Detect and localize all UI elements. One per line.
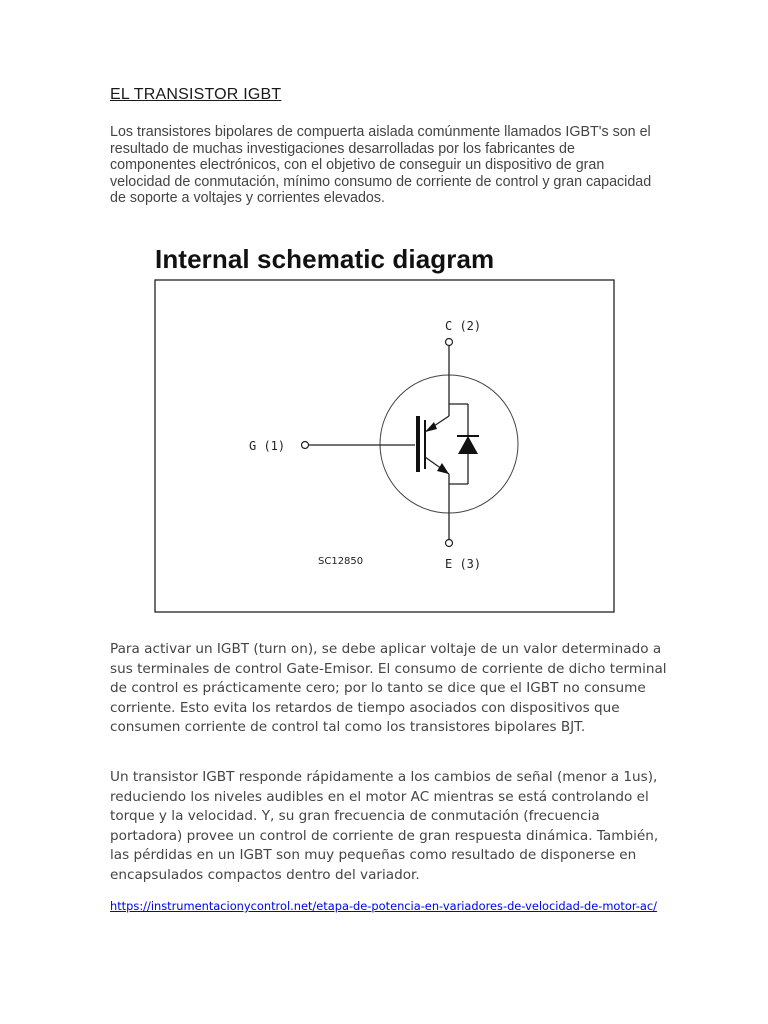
diode-symbol <box>458 436 478 454</box>
source-link[interactable]: https://instrumentacionycontrol.net/etapa-de-potencia-en-variadores-de-velocidad-de-motor-ac/ <box>110 899 657 913</box>
part-code: SC12850 <box>318 556 364 567</box>
collector-label: C (2) <box>445 319 482 333</box>
emitter-label: E (3) <box>445 557 482 571</box>
response-paragraph: Un transistor IGBT responde rápidamente a los cambios de señal (menor a 1us), reduciendo los niveles audibles en el motor AC mientras se está controlando el torque y la velocidad. Y, su gran frecuencia de conmutación (frecuencia portadora) provee un control de corriente de gran respuesta dinámica. También, las pérdidas en un IGBT son muy pequeñas como resultado de disponerse en encapsulados compactos dentro del variador. <box>110 769 659 883</box>
emitter-terminal <box>446 540 453 547</box>
collector-arrow <box>425 422 437 432</box>
document-heading: EL TRANSISTOR IGBT <box>110 86 282 103</box>
activation-paragraph: Para activar un IGBT (turn on), se debe aplicar voltaje de un valor determinado a sus terminales de control Gate-Emisor. El consumo de corriente de dicho terminal de control es prácticamente cero; por lo tanto se dice que el IGBT no consume corriente. Esto evita los retardos de tiempo asociados con dispositivos que consumen corriente de control tal como los transistores bipolares BJT. <box>110 641 667 735</box>
gate-label: G (1) <box>249 439 286 453</box>
schematic-svg <box>145 238 625 618</box>
emitter-arrow <box>437 463 449 474</box>
collector-terminal <box>446 339 453 346</box>
intro-paragraph: Los transistores bipolares de compuerta aislada comúnmente llamados IGBT's son el resultado de muchas investigaciones desarrolladas por los fabricantes de componentes electrónicos, con el objetivo de conseguir un dispositivo de gran velocidad de conmutación, mínimo consumo de corriente de control y gran capacidad de soporte a voltajes y corrientes elevados. <box>110 124 652 207</box>
gate-terminal <box>302 442 309 449</box>
schematic-frame <box>155 280 614 612</box>
schematic-figure <box>145 238 625 618</box>
diagram-title: Internal schematic diagram <box>155 244 495 274</box>
